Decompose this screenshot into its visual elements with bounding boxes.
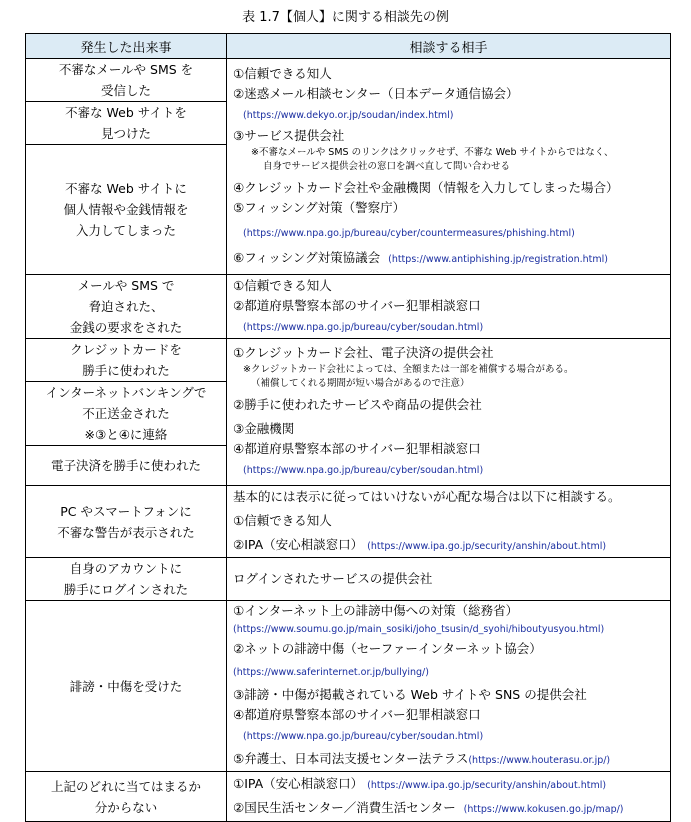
event-line: クレジットカードを xyxy=(70,342,182,357)
event-line: 不審な Web サイトを xyxy=(65,105,187,120)
event-line: 自身のアカウントに xyxy=(69,561,183,576)
contact-cell xyxy=(227,601,671,772)
event-cell xyxy=(26,339,227,382)
contact-line: ②迷惑メール相談センター（日本データ通信協会） xyxy=(233,85,519,101)
contact-url[interactable]: (https://www.antiphishing.jp/registration.html) xyxy=(388,253,608,265)
contact-line: ③金融機関 xyxy=(233,421,295,436)
contact-cell xyxy=(227,339,671,486)
contact-line: ①信頼できる知人 xyxy=(233,65,332,81)
contact-url[interactable]: (https://www.npa.go.jp/bureau/cyber/soudan.html) xyxy=(243,731,484,742)
contact-url[interactable]: (https://www.soumu.go.jp/main_sosiki/joho_tsusin/d_syohi/hiboutyusyou.html) xyxy=(233,624,605,635)
contact-line: ②IPA（安心相談窓口） xyxy=(233,536,364,552)
contact-line: ②勝手に使われたサービスや商品の提供会社 xyxy=(233,397,482,412)
header-event: 発生した出来事 xyxy=(26,34,227,59)
contact-line: 基本的には表示に従ってはいけないが心配な場合は以下に相談する。 xyxy=(233,488,621,504)
contact-line: ①信頼できる知人 xyxy=(233,512,332,528)
contact-note: （補償してくれる期間が短い場合があるので注意） xyxy=(251,378,470,389)
event-line: 見つけた xyxy=(100,126,151,141)
contact-url[interactable]: (https://www.saferinternet.or.jp/bullying/) xyxy=(233,667,429,678)
event-line: 分からない xyxy=(94,799,158,815)
table-row xyxy=(26,772,671,822)
table-row xyxy=(26,339,671,382)
event-line: PC やスマートフォンに xyxy=(60,503,192,519)
contact-url[interactable]: (https://www.ipa.go.jp/security/anshin/about.html) xyxy=(367,779,607,791)
contact-line: ①クレジットカード会社、電子決済の提供会社 xyxy=(233,345,494,360)
contact-cell xyxy=(227,772,671,822)
event-line: 不審な警告が表示された xyxy=(57,524,195,540)
event-line: インターネットバンキングで xyxy=(45,385,207,400)
contact-line: ①インターネット上の誹謗中傷への対策（総務省） xyxy=(233,603,519,618)
contact-note: ※不審なメールや SMS のリンクはクリックせず、不審な Web サイトからではなく、 xyxy=(251,146,614,158)
contact-line: ⑤フィッシング対策（警察庁） xyxy=(233,199,406,215)
contact-url[interactable]: (https://www.ipa.go.jp/security/anshin/about.html) xyxy=(367,540,607,552)
contact-line: ②都道府県警察本部のサイバー犯罪相談窓口 xyxy=(233,297,481,313)
table-row xyxy=(26,275,671,339)
contact-url[interactable]: (https://www.npa.go.jp/bureau/cyber/soudan.html) xyxy=(243,465,484,476)
event-cell xyxy=(26,102,227,145)
event-line: 不審な Web サイトに xyxy=(65,181,187,196)
event-line: 不審なメールや SMS を xyxy=(58,62,194,77)
contact-url[interactable]: (https://www.npa.go.jp/bureau/cyber/soudan.html) xyxy=(243,321,484,333)
contact-note: 自身でサービス提供会社の窓口を調べ直して問い合わせる xyxy=(263,160,511,172)
contact-line: ②ネットの誹謗中傷（セーファーインターネット協会） xyxy=(233,641,542,656)
contact-line: ①信頼できる知人 xyxy=(233,277,332,293)
contact-url[interactable]: (https://www.houterasu.or.jp/) xyxy=(468,755,611,766)
event-cell xyxy=(26,486,227,558)
contact-cell xyxy=(227,275,671,339)
event-cell xyxy=(26,145,227,275)
contact-url[interactable]: (https://www.kokusen.go.jp/map/) xyxy=(463,803,624,815)
contact-line: ④都道府県警察本部のサイバー犯罪相談窓口 xyxy=(233,707,481,722)
contact-cell xyxy=(227,558,671,601)
contact-cell xyxy=(227,486,671,558)
event-line: ※③と④に連絡 xyxy=(84,427,168,442)
header-contact: 相談する相手 xyxy=(227,34,671,59)
event-cell xyxy=(26,382,227,446)
event-line: 上記のどれに当てはまるか xyxy=(50,778,201,794)
contact-line: ②国民生活センター／消費生活センター xyxy=(233,799,456,815)
contact-url[interactable]: (https://www.npa.go.jp/bureau/cyber/countermeasures/phishing.html) xyxy=(243,227,575,239)
consultation-table xyxy=(25,33,671,822)
contact-line: ⑥フィッシング対策協議会 xyxy=(233,249,381,265)
contact-cell xyxy=(227,59,671,275)
contact-url[interactable]: (https://www.dekyo.or.jp/soudan/index.html) xyxy=(243,109,454,121)
contact-note: ※クレジットカード会社によっては、全額または一部を補償する場合がある。 xyxy=(243,364,574,375)
event-line: 脅迫された、 xyxy=(88,299,164,314)
contact-line: ③サービス提供会社 xyxy=(233,127,345,143)
contact-line: ログインされたサービスの提供会社 xyxy=(233,571,433,586)
event-line: 金銭の要求をされた xyxy=(69,320,183,335)
contact-line: ⑤弁護士、日本司法支援センター法テラス xyxy=(233,751,469,766)
table-row xyxy=(26,59,671,102)
event-line: 受信した xyxy=(100,83,151,98)
contact-line: ①IPA（安心相談窓口） xyxy=(233,775,364,791)
contact-line: ③誹謗・中傷が掲載されている Web サイトや SNS の提供会社 xyxy=(233,687,587,702)
event-cell xyxy=(26,772,227,822)
event-cell: 誹謗・中傷を受けた xyxy=(26,601,227,772)
event-line: 勝手にログインされた xyxy=(63,582,189,597)
event-cell: 電子決済を勝手に使われた xyxy=(26,446,227,486)
event-line: 勝手に使われた xyxy=(82,363,170,378)
event-line: 不正送金された xyxy=(82,406,170,421)
header-row xyxy=(26,34,671,59)
table-row xyxy=(26,486,671,558)
table-row xyxy=(26,601,671,772)
event-line: 個人情報や金銭情報を xyxy=(63,202,189,217)
event-cell xyxy=(26,59,227,102)
event-cell xyxy=(26,558,227,601)
event-line: 入力してしまった xyxy=(75,223,176,238)
contact-line: ④クレジットカード会社や金融機関（情報を入力してしまった場合） xyxy=(233,179,619,195)
table-caption: 表 1.7【個人】に関する相談先の例 xyxy=(242,10,449,25)
event-line: メールや SMS で xyxy=(77,278,175,293)
table-row xyxy=(26,558,671,601)
event-cell xyxy=(26,275,227,339)
contact-line: ④都道府県警察本部のサイバー犯罪相談窓口 xyxy=(233,441,481,456)
